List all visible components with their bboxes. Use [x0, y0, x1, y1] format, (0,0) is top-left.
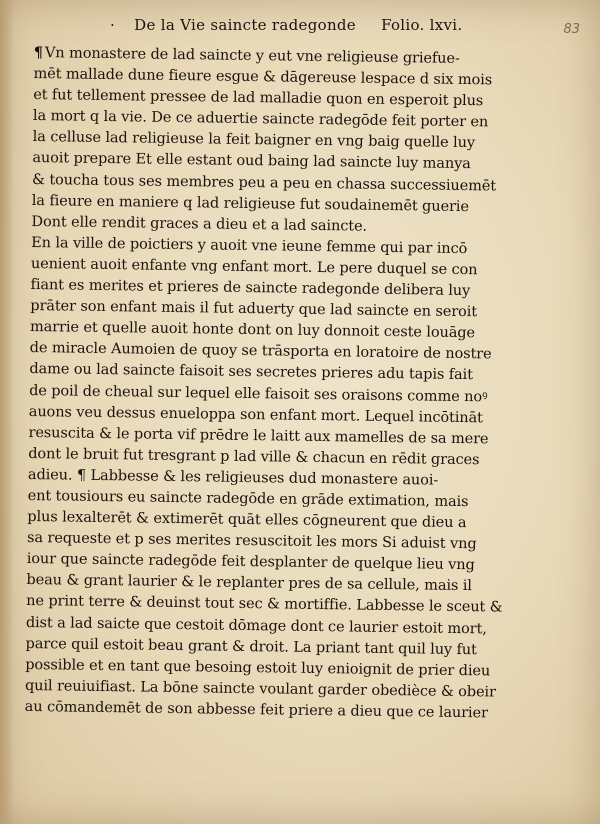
text-line-content: adieu. ¶ Labbesse & les religieuses dud monastere auoi-: [27, 466, 439, 489]
text-line-content: et fut tellement pressee de lad malladie quon en esperoit plus: [33, 87, 484, 110]
text-line-content: plus lexalterēt & extimerēt quāt elles cōgneurent que dieu a: [27, 509, 467, 532]
main-text-block: [25, 42, 520, 725]
text-line-content: mēt mallade dune fieure esgue & dāgereuse lespace d six mois: [33, 66, 493, 89]
text-line-content: fiant es merites et prieres de saincte radegonde delibera luy: [30, 277, 471, 300]
text-line-content: sa requeste et p ses merites resuscitoit les mors Si aduist vng: [26, 530, 477, 553]
pilcrow-mark: ¶: [33, 43, 44, 62]
folio-label: Folio. lxvi.: [381, 16, 463, 34]
page-gutter-shadow: [0, 0, 14, 824]
text-line-content: & toucha tous ses membres peu a peu en chassa successiuemēt: [31, 171, 497, 195]
text-line-content: parce quil estoit beau grant & droit. La priant tant quil luy fut: [25, 635, 477, 658]
text-line-content: de poil de cheual sur lequel elle faisoit ses oraisons comme noꝰ: [29, 382, 488, 405]
text-line-content: de miracle Aumoien de quoy se trāsporta en loratoire de nostre: [29, 340, 492, 363]
text-line-content: iour que saincte radegōde feit desplanter de quelque lieu vng: [26, 551, 475, 574]
text-line-content: la fieure en maniere q lad religieuse fut soudainemēt guerie: [31, 192, 469, 215]
text-line-content: prāter son enfant mais il fut aduerty que lad saincte en seroit: [30, 298, 478, 321]
text-line-content: beau & grant laurier & le replanter pres de sa cellule, mais il: [26, 572, 473, 595]
text-line-content: ent tousiours eu saincte radegōde en grāde extimation, mais: [27, 487, 469, 511]
running-title: De la Vie saincte radegonde: [134, 16, 356, 34]
text-line-content: dont le bruit fut tresgrant p lad ville & chacun en rēdit graces: [28, 445, 480, 469]
text-line-content: uenient auoit enfante vng enfant mort. Le pere duquel se con: [30, 255, 478, 279]
running-header: [110, 16, 530, 34]
text-line-content: auons veu dessus enueloppa son enfant mort. Lequel incōtināt: [28, 403, 483, 426]
header-dot: ·: [110, 16, 116, 34]
text-line-content: la celluse lad religieuse la feit baigner en vng baig quelle luy: [32, 129, 476, 152]
text-line-content: resuscita & le porta vif prēdre le laitt aux mamelles de sa mere: [28, 424, 489, 448]
text-line-content: quil reuiuifiast. La bōne saincte voulant garder obedièce & obeir: [24, 677, 496, 701]
text-line-content: marrie et quelle auoit honte dont on luy donnoit ceste louāge: [29, 319, 476, 342]
text-line-content: possible et en tant que besoing estoit luy enioignit de prier dieu: [25, 656, 491, 680]
text-line-content: dame ou lad saincte faisoit ses secretes prieres adu tapis fait: [29, 361, 473, 384]
text-line-content: auoit prepare Et elle estant oud baing lad saincte luy manya: [32, 150, 471, 173]
text-line-content: ne print terre & deuinst tout sec & mortiffie. Labbesse le sceut &: [26, 593, 503, 617]
text-line-content: Dont elle rendit graces a dieu et a lad saincte.: [31, 213, 368, 235]
text-line-content: au cōmandemēt de son abbesse feit priere a dieu que ce laurier: [24, 698, 488, 722]
pencil-folio-number: 83: [563, 22, 580, 37]
text-line-content: la mort q la vie. De ce aduertie saincte radegōde feit porter en: [32, 108, 489, 131]
text-line-content: En la ville de poictiers y auoit vne ieune femme qui par incō: [31, 234, 468, 257]
text-line-content: Vn monastere de lad saincte y eut vne religieuse griefue-: [44, 45, 460, 67]
text-line-content: dist a lad saicte que cestoit dōmage dont ce laurier estoit mort,: [25, 614, 487, 637]
